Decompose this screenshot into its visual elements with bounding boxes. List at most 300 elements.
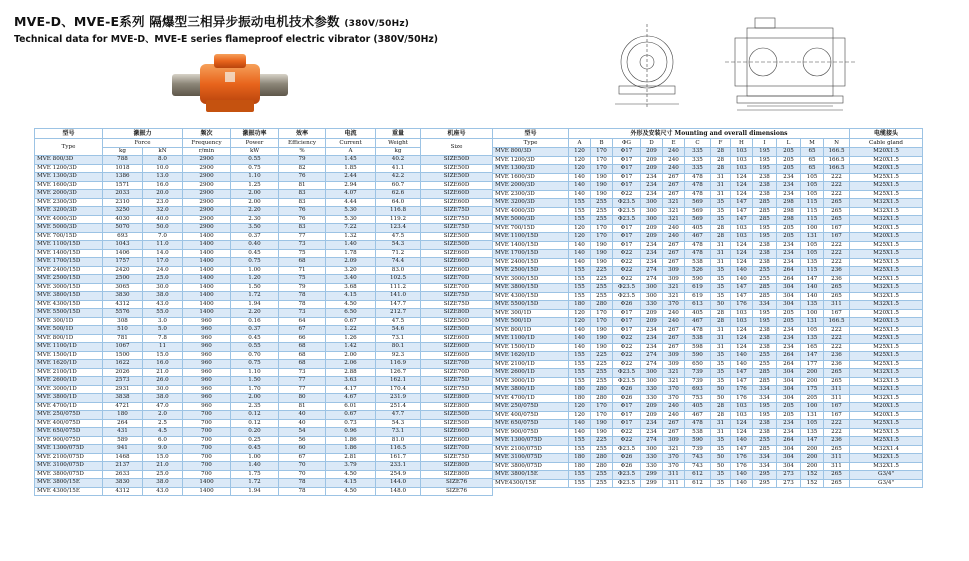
dimensions-table-cell: Φ26 [613,386,641,395]
electrical-table-cell: 960 [183,326,231,335]
electrical-table-cell: 1.10 [231,368,279,377]
dimensions-table-cell: 300 [641,369,663,378]
dimensions-table-cell: 264 [777,360,801,369]
electrical-table-cell: 1400 [183,283,231,292]
electrical-table-row [35,317,493,326]
col-weight-en: Weight [376,139,421,148]
electrical-table-cell: 62.6 [376,190,421,199]
electrical-table-cell: 5070 [103,224,143,233]
dimensions-table [492,128,923,488]
dimensions-table-cell: 321 [663,207,685,216]
dimensions-table-cell: 330 [641,386,663,395]
electrical-table-cell: MVE 3000/15D [35,283,103,292]
electrical-table-cell: MVE 1100/15D [35,241,103,250]
electrical-table-cell: 264 [103,419,143,428]
dimensions-table-cell: 234 [641,335,663,344]
electrical-table-cell: 960 [183,377,231,386]
electrical-table-row [35,173,493,182]
dimensions-table-cell: 267 [663,335,685,344]
dimensions-table-cell: 35 [711,377,731,386]
dimensions-table-row [493,386,923,395]
dimensions-table-cell: 170 [591,148,613,157]
electrical-table-cell: 4.07 [326,190,376,199]
dimensions-table-cell: 31 [711,343,731,352]
dimensions-table-cell: 115 [801,207,824,216]
dimensions-table-cell: 200 [801,462,824,471]
electrical-table-row [35,343,493,352]
dimensions-table-cell: 155 [569,207,591,216]
electrical-table-cell: 4.15 [326,292,376,301]
electrical-table-cell: 2420 [103,266,143,275]
electrical-table-cell: 5576 [103,309,143,318]
dimensions-table-row [493,148,923,157]
dimensions-table-cell: 739 [685,369,711,378]
electrical-table-cell: SIZE80D [421,470,493,479]
dimensions-table-cell: 103 [731,318,753,327]
dimensions-table-cell: MVE 400/075D [493,411,569,420]
col-frequency-en: Frequency [183,139,231,148]
dimensions-table-cell: 166.5 [824,165,850,174]
electrical-table-cell: 2633 [103,470,143,479]
dimensions-table-cell: 267 [663,420,685,429]
electrical-table-cell: MVE 1400/15D [35,249,103,258]
dimensions-table-cell: 155 [569,360,591,369]
dimensions-table-cell: M32X1.5 [850,386,923,395]
electrical-table-cell: 0.75 [231,258,279,267]
dimensions-table-cell: 124 [731,326,753,335]
dimensions-table-cell: M25X1.5 [850,275,923,284]
dimensions-table-cell: 140 [569,190,591,199]
dimensions-table-cell: M25X1.5 [850,437,923,446]
electrical-table-cell: SIZE60D [421,249,493,258]
electrical-table-cell: 700 [183,419,231,428]
dimensions-table-cell: M32X1.5 [850,454,923,463]
electrical-table-cell: 4.5 [143,428,183,437]
electrical-table-cell: 40.2 [376,156,421,165]
electrical-table-cell: SIZE60D [421,334,493,343]
electrical-table-cell: 3838 [103,394,143,403]
electrical-table-cell: MVE 3100/075D [35,462,103,471]
vibrator-motor-photo [170,50,290,118]
dimensions-table-cell: 135 [801,258,824,267]
dimensions-table-cell: M32X1.5 [850,394,923,403]
dimensions-table-cell: 180 [569,394,591,403]
dimensions-table-cell: 209 [641,318,663,327]
dimensions-table-cell: 190 [591,326,613,335]
electrical-table-row [35,156,493,165]
electrical-table-cell: MVE 800/3D [35,156,103,165]
electrical-table-row [35,275,493,284]
electrical-table-cell: 4.44 [326,198,376,207]
electrical-table-cell: 960 [183,402,231,411]
dimensions-table-cell: 311 [824,301,850,310]
electrical-table-cell: 4721 [103,402,143,411]
dimensions-table-cell: 467 [685,411,711,420]
dimensions-table-cell: 304 [777,301,801,310]
col-dim-l: L [777,139,801,148]
dimensions-table-cell: 155 [569,284,591,293]
dimensions-table-row [493,454,923,463]
electrical-table-cell: 1400 [183,249,231,258]
dimensions-table-cell: 155 [569,445,591,454]
unit-weight-kg: kg [376,148,421,156]
electrical-table-cell: 64 [279,317,326,326]
dimensions-table-cell: M20X1.5 [850,233,923,242]
dimensions-table-cell: 267 [663,173,685,182]
dimensions-table-cell: 135 [801,301,824,310]
dimensions-table-cell: 619 [685,284,711,293]
electrical-table-cell: 2900 [183,173,231,182]
electrical-table-cell: SIZE60D [421,266,493,275]
col-efficiency-cn: 效率 [279,129,326,139]
dimensions-table-cell: 165 [801,343,824,352]
dimensions-table-cell: 321 [663,216,685,225]
electrical-table-cell: 32.0 [143,207,183,216]
electrical-table-cell: SIZE50D [421,241,493,250]
dimensions-table-cell: Φ22 [613,343,641,352]
dimensions-table-cell: 209 [641,233,663,242]
dimensions-table-cell: 238 [753,258,777,267]
dimensions-table-row [493,258,923,267]
electrical-table-cell: 700 [183,411,231,420]
dimensions-table-cell: 167 [824,411,850,420]
electrical-table-cell: SIZE80D [421,309,493,318]
electrical-table-cell: 81 [279,181,326,190]
electrical-table-cell: 79 [279,156,326,165]
dimensions-table-cell: 35 [711,445,731,454]
dimensions-table-cell: M25X1.5 [850,360,923,369]
dimensions-table-cell: 195 [753,148,777,157]
dimensions-table-cell: 140 [569,343,591,352]
dimensions-table-cell: 334 [753,462,777,471]
electrical-table-cell: SIZE70D [421,445,493,454]
electrical-table-cell: MVE 3200/3D [35,207,103,216]
dimensions-table-cell: 590 [685,352,711,361]
electrical-table-cell: 25.0 [143,275,183,284]
dimensions-table-cell: 120 [569,156,591,165]
col-type-en-right: Type [493,139,569,148]
dimensions-table-cell: 120 [569,224,591,233]
electrical-table-row [35,266,493,275]
dimensions-table-cell: MVE 5000/3D [493,216,569,225]
dimensions-table-cell: 300 [641,199,663,208]
electrical-table-cell: 1.45 [326,156,376,165]
dimensions-table-row [493,267,923,276]
electrical-table-cell: 1622 [103,360,143,369]
electrical-table-cell: SIZE60D [421,198,493,207]
electrical-table-cell: 38.0 [143,292,183,301]
electrical-table-cell: MVE 1100/1D [35,343,103,352]
electrical-table-cell: 73 [279,309,326,318]
dimensions-table-cell: 590 [685,275,711,284]
dimensions-table-cell: 205 [777,318,801,327]
electrical-table-row [35,351,493,360]
dimensions-table-cell: 155 [569,471,591,480]
electrical-table-cell: 68 [279,351,326,360]
dimensions-table-cell: 613 [685,301,711,310]
electrical-table-row [35,445,493,454]
electrical-table-cell: 67 [279,326,326,335]
dimensions-table-cell: Φ23.5 [613,369,641,378]
electrical-table-cell: 2.30 [231,215,279,224]
dimensions-table-cell: Φ23.5 [613,216,641,225]
electrical-table-cell: MVE 700/15D [35,232,103,241]
dimensions-table-cell: 152 [801,479,824,488]
dimensions-table-cell: MVE 2000/3D [493,182,569,191]
electrical-table-cell: MVE 3800/15E [35,479,103,488]
dimensions-table-cell: MVE 3000/15D [493,275,569,284]
dimensions-table-cell: 176 [731,394,753,403]
dimension-drawing [605,14,865,116]
electrical-table-cell: 24.0 [143,266,183,275]
dimensions-table-cell: 50 [711,454,731,463]
electrical-table-cell: MVE 1500/1D [35,351,103,360]
dimensions-table-cell: 304 [777,284,801,293]
dimensions-table-cell: 265 [824,479,850,488]
dimensions-table-cell: 222 [824,258,850,267]
electrical-table-cell: MVE 3000/1D [35,385,103,394]
dimensions-table-cell: 280 [591,454,613,463]
dimensions-table-cell: 124 [731,343,753,352]
electrical-table-cell: 2.00 [231,394,279,403]
electrical-table-cell: 1067 [103,343,143,352]
dimensions-table-cell: 334 [753,301,777,310]
dimensions-table-cell: 753 [685,394,711,403]
dimensions-table-cell: Φ17 [613,233,641,242]
dimensions-table-cell: MVE4300/15E [493,479,569,488]
dimensions-table-cell: 28 [711,403,731,412]
dimensions-table-cell: 240 [663,148,685,157]
dimensions-table-cell: 234 [777,250,801,259]
dimensions-table-cell: 200 [801,454,824,463]
electrical-table-cell: 2.44 [326,173,376,182]
electrical-table-cell: 1.50 [231,283,279,292]
dimensions-table-cell: 120 [569,403,591,412]
dimensions-table-cell: 255 [753,275,777,284]
electrical-table-cell: 960 [183,368,231,377]
dimensions-table-cell: 190 [591,428,613,437]
electrical-table-row [35,436,493,445]
dimensions-table-cell: 234 [641,343,663,352]
dimensions-table-cell: 255 [753,437,777,446]
dimensions-table-cell: 234 [777,420,801,429]
electrical-table-cell: 3.40 [326,275,376,284]
electrical-table-cell: MVE 300/1D [35,317,103,326]
dimensions-table-row [493,207,923,216]
dimensions-table-cell: 155 [569,292,591,301]
dimensions-table-cell: M20X1.5 [850,148,923,157]
dimensions-table-cell: 240 [663,309,685,318]
electrical-table-cell: 1400 [183,292,231,301]
dimensions-table-cell: 135 [801,428,824,437]
dimensions-table-cell: M32X1.5 [850,462,923,471]
electrical-table-cell: 1406 [103,249,143,258]
dimensions-table-cell: MVE 700/15D [493,224,569,233]
dimensions-table-cell: MVE 250/075D [493,403,569,412]
dimensions-table-row [493,216,923,225]
dimensions-table-cell: 140 [731,360,753,369]
dimensions-table-cell: MVE 3800/15D [493,284,569,293]
col-frequency-cn: 频次 [183,129,231,139]
dimensions-table-cell: Φ17 [613,241,641,250]
dimensions-table-cell: 35 [711,284,731,293]
dimensions-table-row [493,437,923,446]
dimensions-table-cell: 335 [685,148,711,157]
dimensions-table-cell: 267 [663,343,685,352]
electrical-table-cell: MVE 650/075D [35,428,103,437]
electrical-table-cell: 119.2 [376,215,421,224]
dimensions-table-cell: 35 [711,352,731,361]
dimensions-table-cell: 321 [663,377,685,386]
dimensions-table-cell: 309 [663,352,685,361]
dimensions-table-cell: M25X1.5 [850,420,923,429]
dimensions-table-cell: 170 [591,224,613,233]
dimensions-table-cell: 334 [753,454,777,463]
electrical-table-cell: 1500 [103,351,143,360]
unit-percent: % [279,148,326,156]
dimensions-table-cell: 238 [753,428,777,437]
electrical-table-cell: 1571 [103,181,143,190]
dimensions-table-cell: 478 [685,190,711,199]
dimensions-table-cell: Φ17 [613,318,641,327]
electrical-table-cell: 5.30 [326,215,376,224]
dimensions-table-cell: MVE 2400/15D [493,258,569,267]
col-cable-gland-en: Cable gland [850,139,923,148]
dimensions-table-cell: 147 [731,284,753,293]
dimensions-table-cell: 526 [685,267,711,276]
dimensions-table-cell: 124 [731,173,753,182]
dimensions-table-cell: 225 [591,275,613,284]
dimensions-table-cell: 240 [663,411,685,420]
electrical-table-cell: 78 [279,487,326,496]
electrical-table-cell: 30.0 [143,283,183,292]
electrical-table-cell: SIZE50D [421,232,493,241]
dimensions-table-cell: 205 [777,148,801,157]
dimensions-table-cell: 280 [591,301,613,310]
electrical-table-cell: 1.78 [326,249,376,258]
electrical-table-cell: 116.9 [376,360,421,369]
electrical-table-cell: 144.0 [376,479,421,488]
electrical-table-cell: MVE 1200/3D [35,164,103,173]
dimensions-table-cell: 222 [824,190,850,199]
electrical-table-row [35,385,493,394]
electrical-table-cell: 0.45 [231,249,279,258]
dimensions-table-cell: Φ23.5 [613,445,641,454]
dimensions-table-cell: 234 [777,173,801,182]
electrical-table-cell: 1.22 [326,326,376,335]
electrical-table-cell: 2900 [183,164,231,173]
dimensions-table-cell: 274 [641,437,663,446]
dimensions-table-cell: MVE 300/1D [493,309,569,318]
electrical-table-cell: 8.0 [143,156,183,165]
electrical-table-cell: 76 [279,207,326,216]
col-dimensions-header: 外形及安装尺寸 Mounting and overall dimensions [569,129,850,139]
dimensions-table-cell: 180 [569,386,591,395]
dimensions-table-cell: MVE 1300/075D [493,437,569,446]
electrical-table-cell: 2900 [183,156,231,165]
electrical-table-cell: 23.0 [143,198,183,207]
electrical-table-cell: 3250 [103,207,143,216]
dimensions-table-cell: 105 [801,241,824,250]
electrical-table-cell: 700 [183,445,231,454]
electrical-table-cell: 6.01 [326,402,376,411]
electrical-table-cell: 64.0 [376,198,421,207]
dimensions-table-cell: 238 [753,173,777,182]
electrical-table-cell: 0.75 [231,360,279,369]
dimensions-table-cell: 140 [569,173,591,182]
dimensions-table-row [493,156,923,165]
electrical-data-table [34,128,493,496]
electrical-table-cell: 47.5 [376,317,421,326]
dimensions-table-cell: MVE 900/075D [493,428,569,437]
dimensions-table-cell: 135 [801,335,824,344]
dimensions-table-cell: 405 [685,309,711,318]
dimensions-table-cell: 166.5 [824,156,850,165]
dimensions-table-cell: 167 [824,403,850,412]
dimensions-table-cell: 31 [711,241,731,250]
dimensions-table-cell: Φ22 [613,267,641,276]
electrical-table-cell: 0.37 [231,232,279,241]
dimensions-table-cell: 285 [753,377,777,386]
electrical-table-cell: 960 [183,360,231,369]
dimensions-table-cell: 31 [711,190,731,199]
dimensions-table-cell: 273 [777,479,801,488]
dimensions-table-cell: 285 [753,292,777,301]
electrical-table-cell: 76 [279,215,326,224]
dimensions-table-cell: 131 [801,411,824,420]
dimensions-table-cell: 264 [777,437,801,446]
dimensions-table-cell: 267 [663,258,685,267]
dimensions-table-row [493,343,923,352]
electrical-table-cell: 3.50 [231,224,279,233]
dimensions-table-cell: 147 [801,275,824,284]
electrical-table-cell: 126.7 [376,368,421,377]
dimensions-table-cell: 190 [591,343,613,352]
electrical-table-cell: 42.2 [376,173,421,182]
electrical-table-row [35,215,493,224]
dimensions-table-cell: 28 [711,309,731,318]
dimensions-table-cell: Φ17 [613,224,641,233]
electrical-table-cell: 5.30 [326,207,376,216]
electrical-table-cell: SIZE75D [421,207,493,216]
dimensions-table-cell: M20X1.5 [850,165,923,174]
dimensions-table-cell: 300 [641,284,663,293]
electrical-table-row [35,419,493,428]
dimensions-table-row [493,411,923,420]
dimensions-table-cell: 255 [753,352,777,361]
electrical-table-cell: 2500 [103,275,143,284]
electrical-table-cell: SIZE60D [421,343,493,352]
electrical-table-cell: 960 [183,385,231,394]
electrical-table-cell: 68 [279,258,326,267]
electrical-table-cell: 116.5 [376,445,421,454]
dimensions-table-cell: 295 [753,479,777,488]
electrical-table-cell: SIZE60D [421,190,493,199]
dimensions-table-cell: 195 [753,318,777,327]
dimensions-table-row [493,275,923,284]
dimensions-table-cell: MVE 3100/075D [493,454,569,463]
dimensions-table-cell: 35 [711,207,731,216]
dimensions-table-cell: 105 [801,326,824,335]
dimensions-table-cell: 115 [801,199,824,208]
dimensions-table-cell: 147 [801,352,824,361]
dimensions-table-cell: 140 [569,241,591,250]
dimensions-table-cell: 103 [731,224,753,233]
dimensions-table-cell: 131 [801,233,824,242]
col-dim-a: A [569,139,591,148]
electrical-table-cell: 4.17 [326,385,376,394]
dimensions-table-cell: 35 [711,360,731,369]
